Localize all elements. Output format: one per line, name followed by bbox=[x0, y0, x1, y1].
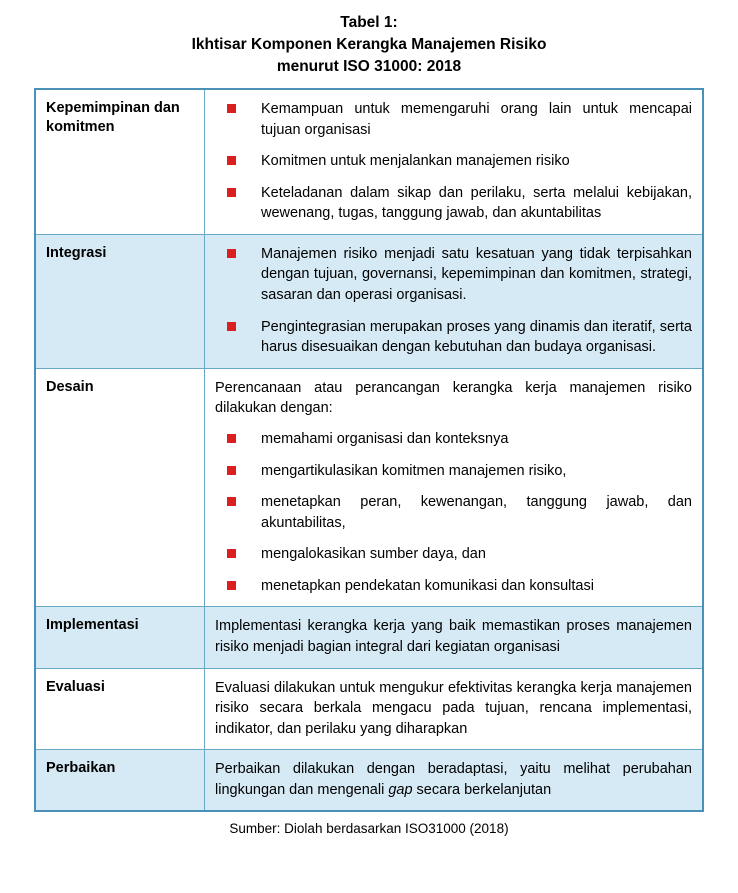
row-label: Implementasi bbox=[35, 607, 205, 668]
title-line-2: Ikhtisar Komponen Kerangka Manajemen Risiko bbox=[191, 36, 547, 53]
table-row bbox=[35, 750, 703, 812]
row-label: Kepemimpinan dan komitmen bbox=[35, 89, 205, 234]
title-line-3: menurut ISO 31000: 2018 bbox=[276, 58, 462, 75]
list-item: memahami organisasi dan konteksnya bbox=[215, 429, 692, 450]
list-item: Kemampuan untuk memengaruhi orang lain untuk mencapai tujuan organisasi bbox=[215, 99, 692, 140]
row-content bbox=[205, 668, 704, 750]
row-content bbox=[205, 234, 704, 368]
row-label: Evaluasi bbox=[35, 668, 205, 750]
list-item: mengartikulasikan komitmen manajemen risiko, bbox=[215, 461, 692, 482]
list-item: menetapkan peran, kewenangan, tanggung jawab, dan akuntabilitas, bbox=[215, 492, 692, 533]
row-label: Perbaikan bbox=[35, 750, 205, 812]
bullet-list bbox=[215, 244, 692, 358]
table-title bbox=[34, 12, 704, 78]
row-content bbox=[205, 89, 704, 234]
bullet-list bbox=[215, 429, 692, 596]
bullet-list bbox=[215, 99, 692, 224]
title-line-1: Tabel 1: bbox=[340, 14, 398, 31]
list-item: Manajemen risiko menjadi satu kesatuan yang tidak terpisahkan dengan tujuan, governansi, kepemimpinan dan komitmen, strategi, sasaran dan operasi organisasi. bbox=[215, 244, 692, 306]
row-intro-text: Perencanaan atau perancangan kerangka kerja manajemen risiko dilakukan dengan: bbox=[215, 379, 692, 417]
paragraph-text-italic: gap bbox=[388, 781, 413, 798]
row-paragraph: Evaluasi dilakukan untuk mengukur efektivitas kerangka kerja manajemen risiko secara berkala mengacu pada tujuan, rencana implementasi, indikator, dan perilaku yang diharapkan bbox=[215, 679, 692, 737]
row-paragraph: Implementasi kerangka kerja yang baik memastikan proses manajemen risiko menjadi bagian integral dari kegiatan organisasi bbox=[215, 618, 692, 655]
list-item: Komitmen untuk menjalankan manajemen risiko bbox=[215, 151, 692, 172]
table-row bbox=[35, 607, 703, 668]
table-row bbox=[35, 234, 703, 368]
paragraph-text-after: secara berkelanjutan bbox=[412, 781, 552, 798]
table-source-note: Sumber: Diolah berdasarkan ISO31000 (2018) bbox=[229, 821, 509, 837]
row-label: Desain bbox=[35, 368, 205, 607]
row-paragraph bbox=[215, 759, 692, 800]
table-row bbox=[35, 89, 703, 234]
row-content bbox=[205, 368, 704, 607]
row-content bbox=[205, 750, 704, 812]
list-item: Keteladanan dalam sikap dan perilaku, serta melalui kebijakan, wewenang, tugas, tanggung jawab, dan akuntabilitas bbox=[215, 183, 692, 224]
list-item: menetapkan pendekatan komunikasi dan konsultasi bbox=[215, 576, 692, 597]
list-item: mengalokasikan sumber daya, dan bbox=[215, 544, 692, 565]
table-row bbox=[35, 368, 703, 607]
list-item: Pengintegrasian merupakan proses yang dinamis dan iteratif, serta harus disesuaikan dengan kebutuhan dan budaya organisasi. bbox=[215, 317, 692, 358]
table-row bbox=[35, 668, 703, 750]
paragraph-text-before: Perbaikan dilakukan dengan beradaptasi, yaitu melihat perubahan lingkungan dan mengenali bbox=[215, 761, 692, 798]
risk-framework-table bbox=[34, 88, 704, 812]
row-label: Integrasi bbox=[35, 234, 205, 368]
row-content bbox=[205, 607, 704, 668]
